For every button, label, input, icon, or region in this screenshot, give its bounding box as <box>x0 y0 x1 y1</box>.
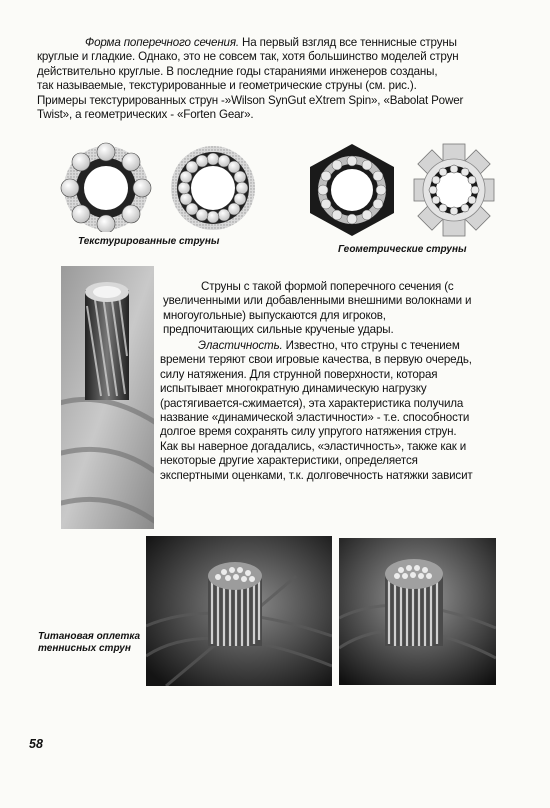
titanium-braid-photo-left <box>146 536 332 686</box>
caption-titanium-braid: Титановая оплетка теннисных струн <box>38 631 141 654</box>
paragraph-cross-section: Форма поперечного сечения. На первый взгляд все теннисные струны круглые и гладкие. Однако, это не совсем так, хотя большинство моделей струн действительно круглые. В последние годы стараниями инженеров созданы, так называемые, текстурированные и геометрические струны (см. рис.). Примеры текстурированных струн -»Wilson SynGut eXtrem Spin», «Babolat Power Twist», а геометрических - «Forten Gear». <box>37 36 464 122</box>
paragraph-elasticity: Эластичность. Известно, что струны с течением времени теряют свои игровые качества, в первую очередь, силу натяжения. Для струнной поверхности, которая испытывает многократную динамическую нагрузку (растягивается-сжимается), эта характеристика получила название «динамической эластичности» - т.е. способности долгое время сохранять силу упругого натяжения струн. Как вы наверное догадались, «эластичность», также как и некоторые другие характеристики, определяется экспертными оценками, т.к. долговечность натяжки зависит <box>160 339 473 482</box>
caption-geometric-strings: Геометрические струны <box>338 244 467 255</box>
heading-cross-section: Форма поперечного сечения. <box>85 36 239 49</box>
titanium-braid-photo-right <box>339 538 496 685</box>
geometric-string-gear <box>414 144 494 236</box>
page-number: 58 <box>29 737 43 751</box>
caption-textured-strings: Текстурированные струны <box>78 236 220 247</box>
heading-elasticity: Эластичность. <box>198 339 283 352</box>
textured-string-left <box>61 143 151 232</box>
geometric-strings-figure <box>306 142 506 238</box>
paragraph-shape-usage: Струны с такой формой поперечного сечения (с увеличенными или добавленными внешними волокнами и многоугольные) выпускаются для игроков, предпочитающих сильные крученые удары. <box>163 280 472 337</box>
string-closeup-photo <box>61 266 154 529</box>
textured-string-right <box>171 146 255 230</box>
geometric-string-hexagon <box>310 144 394 236</box>
textured-strings-figure <box>58 140 268 232</box>
